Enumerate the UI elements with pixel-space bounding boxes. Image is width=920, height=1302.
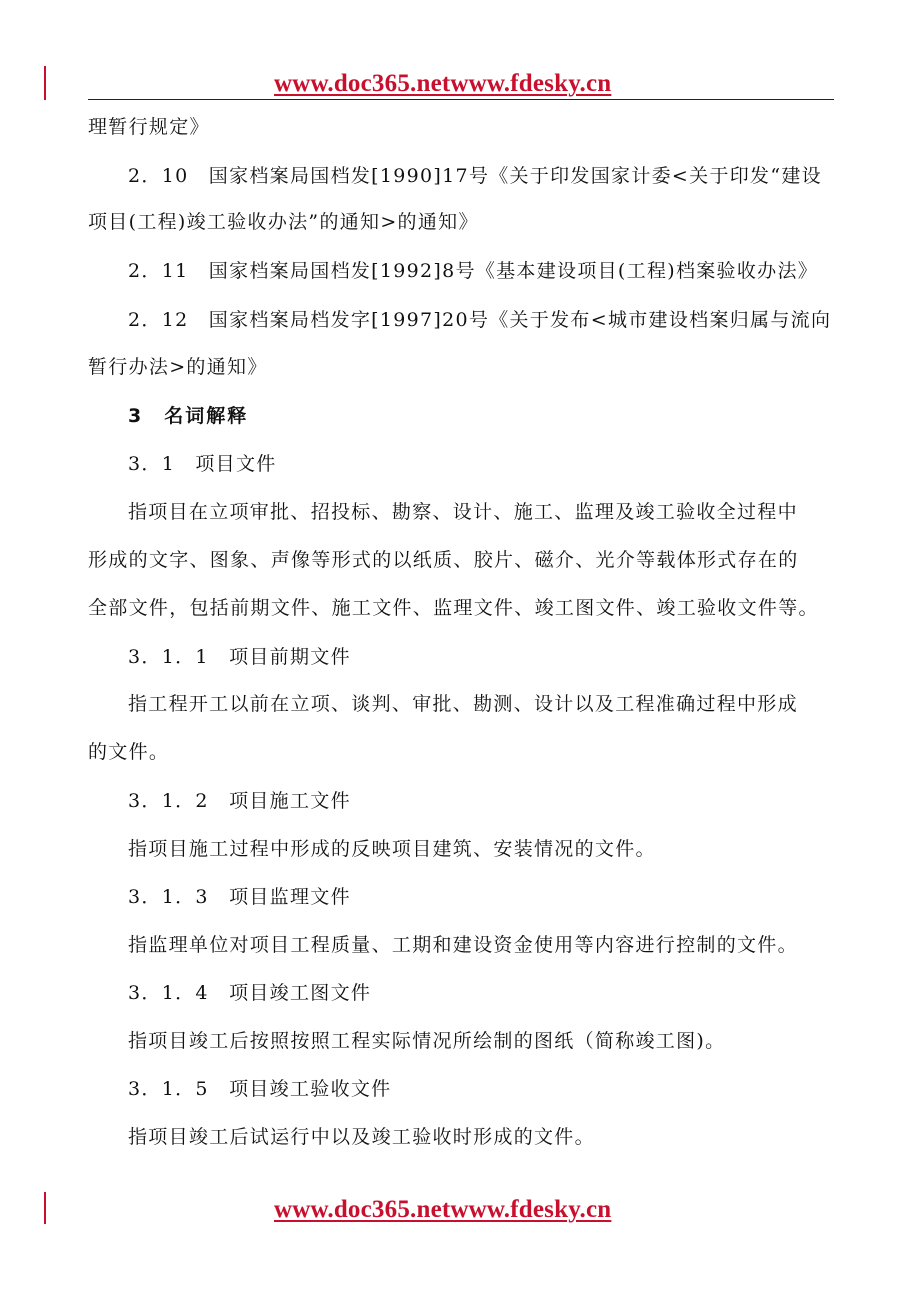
text-line: 指监理单位对项目工程质量、工期和建设资金使用等内容进行控制的文件。 xyxy=(128,934,798,956)
subsection-heading: 3．1．3 项目监理文件 xyxy=(128,886,351,908)
text-line: 形成的文字、图象、声像等形式的以纸质、胶片、磁介、光介等载体形式存在的 xyxy=(88,549,799,571)
section-heading: 3 名词解释 xyxy=(128,405,249,427)
text-line: 项目(工程)竣工验收办法”的通知>的通知》 xyxy=(88,211,479,233)
text-line: 指项目竣工后按照按照工程实际情况所绘制的图纸（简称竣工图)。 xyxy=(128,1030,726,1052)
subsection-heading: 3．1．2 项目施工文件 xyxy=(128,790,351,812)
text-line: 理暂行规定》 xyxy=(88,116,210,138)
text-line: 指项目竣工后试运行中以及竣工验收时形成的文件。 xyxy=(128,1126,595,1148)
margin-mark-bottom xyxy=(44,1192,46,1224)
footer-link[interactable]: www.doc365.netwww.fdesky.cn xyxy=(274,1196,612,1223)
text-line: 指项目在立项审批、招投标、勘察、设计、施工、监理及竣工验收全过程中 xyxy=(128,501,798,523)
text-line: 指项目施工过程中形成的反映项目建筑、安装情况的文件。 xyxy=(128,838,656,860)
subsection-heading: 3．1．5 项目竣工验收文件 xyxy=(128,1078,392,1100)
subsection-heading: 3．1．4 项目竣工图文件 xyxy=(128,982,372,1004)
text-line: 2．12 国家档案局档发字[1997]20号《关于发布<城市建设档案归属与流向 xyxy=(128,309,832,331)
subsection-heading: 3．1 项目文件 xyxy=(128,453,277,475)
text-line: 2．10 国家档案局国档发[1990]17号《关于印发国家计委<关于印发“建设 xyxy=(128,165,822,187)
text-line: 的文件。 xyxy=(88,741,170,763)
header-link[interactable]: www.doc365.netwww.fdesky.cn xyxy=(274,70,612,97)
margin-mark-top xyxy=(44,66,46,100)
subsection-heading: 3．1．1 项目前期文件 xyxy=(128,646,351,668)
text-line: 全部文件，包括前期文件、施工文件、监理文件、竣工图文件、竣工验收文件等。 xyxy=(88,597,819,619)
text-line: 指工程开工以前在立项、谈判、审批、勘测、设计以及工程准确过程中形成 xyxy=(128,693,798,715)
text-line: 2．11 国家档案局国档发[1992]8号《基本建设项目(工程)档案验收办法》 xyxy=(128,260,819,282)
header-rule xyxy=(88,99,834,100)
text-line: 暂行办法>的通知》 xyxy=(88,356,268,378)
